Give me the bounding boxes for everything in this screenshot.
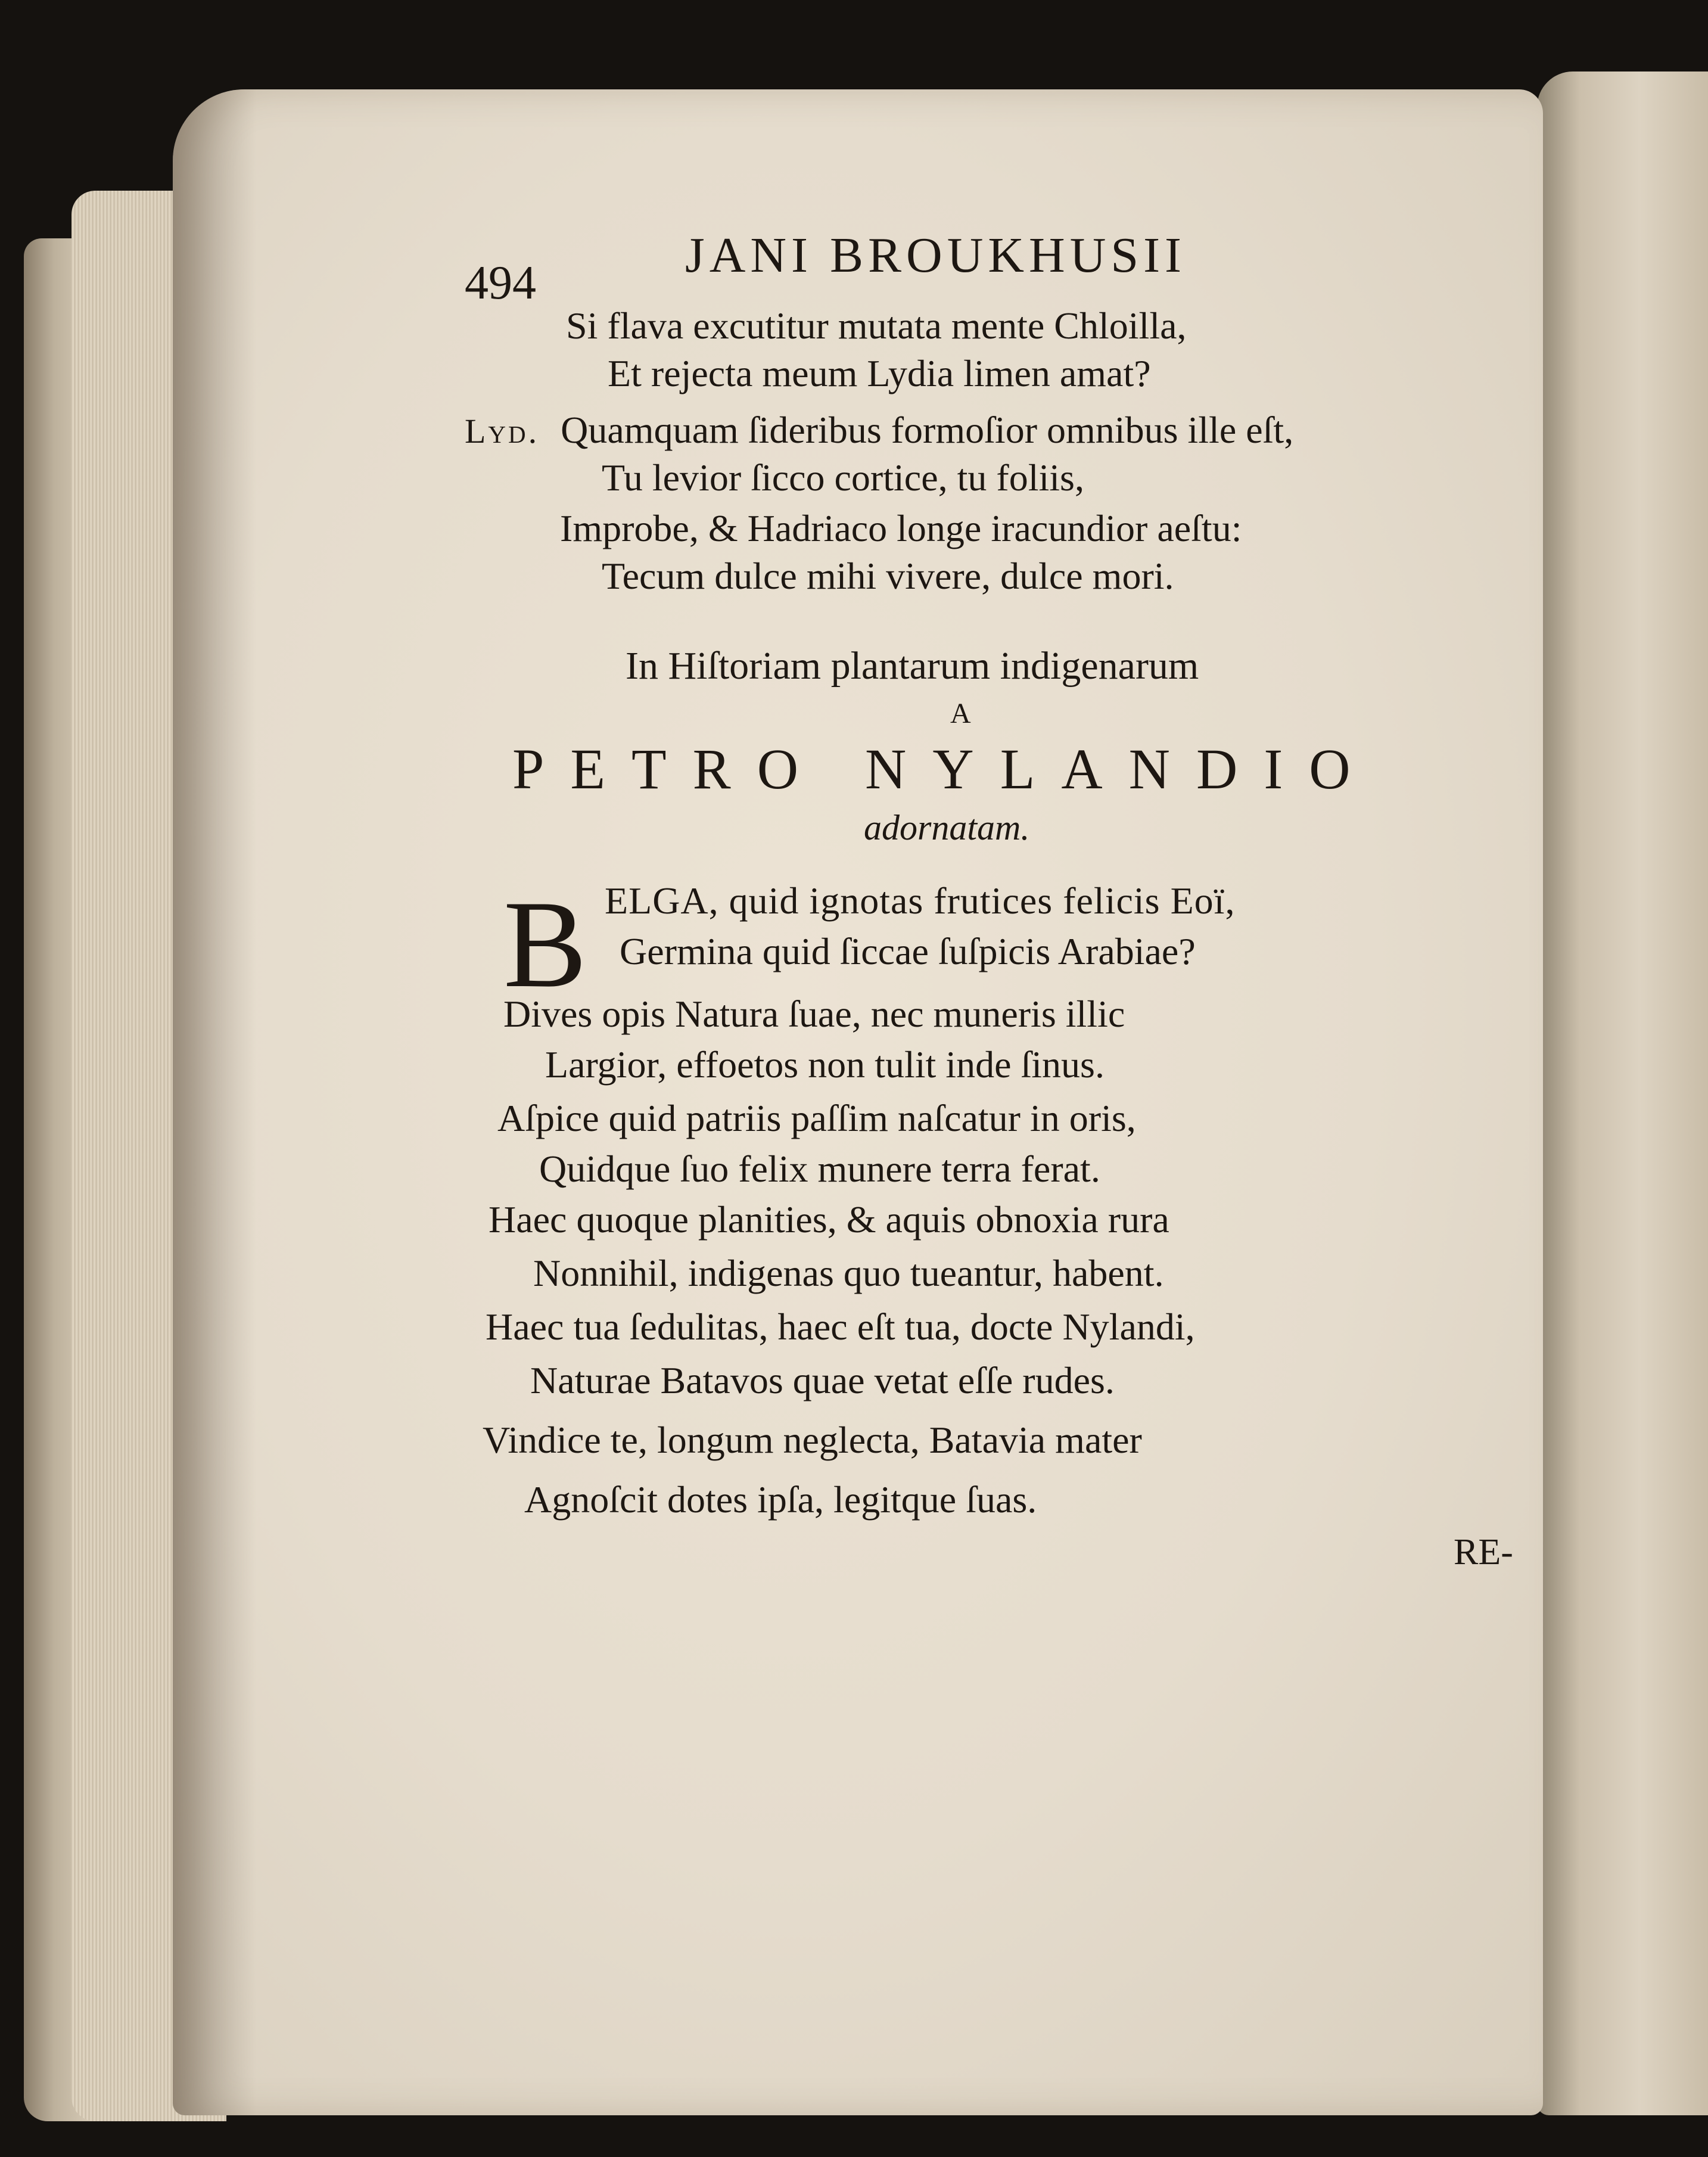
dialogue-text: Improbe, & Hadriaco longe iracundior aeſtu:: [560, 507, 1242, 549]
dialogue-line: [602, 557, 1174, 595]
dialogue-text: Tecum dulce mihi vivere, dulce mori.: [602, 555, 1174, 597]
dialogue-text: Tu levior ſicco cortice, tu foliis,: [602, 456, 1084, 499]
section-title: In Hiſtoriam plantarum indigenarum: [626, 644, 1199, 688]
section-preposition: A: [950, 698, 971, 729]
dialogue-text: Quamquam ſideribus formoſior omnibus ille eſt,: [561, 409, 1294, 451]
poem-line: Dives opis Natura ſuae, nec muneris illic: [503, 993, 1125, 1035]
poem-line: Haec quoque planities, & aquis obnoxia rura: [489, 1198, 1169, 1241]
dialogue-line: [465, 411, 1293, 449]
speaker-label: Lyd.: [465, 412, 540, 450]
dialogue-line: [602, 456, 1084, 499]
facing-page: [1537, 72, 1708, 2115]
dialogue-line: [566, 304, 1187, 347]
drop-cap: B: [503, 875, 587, 1014]
page-number: 494: [465, 257, 536, 309]
dedicatee-subtitle: adornatam.: [864, 808, 1030, 847]
dialogue-text: Et rejecta meum Lydia limen amat?: [608, 352, 1151, 394]
poem-line: Naturae Batavos quae vetat eſſe rudes.: [530, 1359, 1115, 1401]
dialogue-line: [560, 509, 1242, 548]
poem-line: Germina quid ſiccae ſuſpicis Arabiae?: [620, 930, 1196, 972]
dialogue-line: [608, 352, 1151, 394]
dedicatee-name: PETRO NYLANDIO: [512, 737, 1377, 801]
running-title: JANI BROUKHUSII: [685, 228, 1187, 283]
poem-line: Quidque ſuo felix munere terra ferat.: [539, 1148, 1100, 1190]
poem-line: Agnoſcit dotes ipſa, legitque ſuas.: [524, 1478, 1037, 1521]
poem-line: ELGA, quid ignotas frutices felicis Eoï,: [605, 879, 1236, 922]
dialogue-text: Si flava excutitur mutata mente Chloilla,: [566, 304, 1187, 347]
poem-line: Vindice te, longum neglecta, Batavia mater: [483, 1419, 1142, 1461]
poem-line: Nonnihil, indigenas quo tueantur, habent.: [533, 1252, 1164, 1294]
catchword: RE-: [1454, 1532, 1513, 1572]
poem-line: Aſpice quid patriis paſſim naſcatur in oris,: [497, 1097, 1136, 1139]
poem-line: Haec tua ſedulitas, haec eſt tua, docte Nylandi,: [486, 1306, 1195, 1348]
gutter-shadow: [173, 89, 256, 2115]
poem-line: Largior, effoetos non tulit inde ſinus.: [545, 1043, 1105, 1086]
